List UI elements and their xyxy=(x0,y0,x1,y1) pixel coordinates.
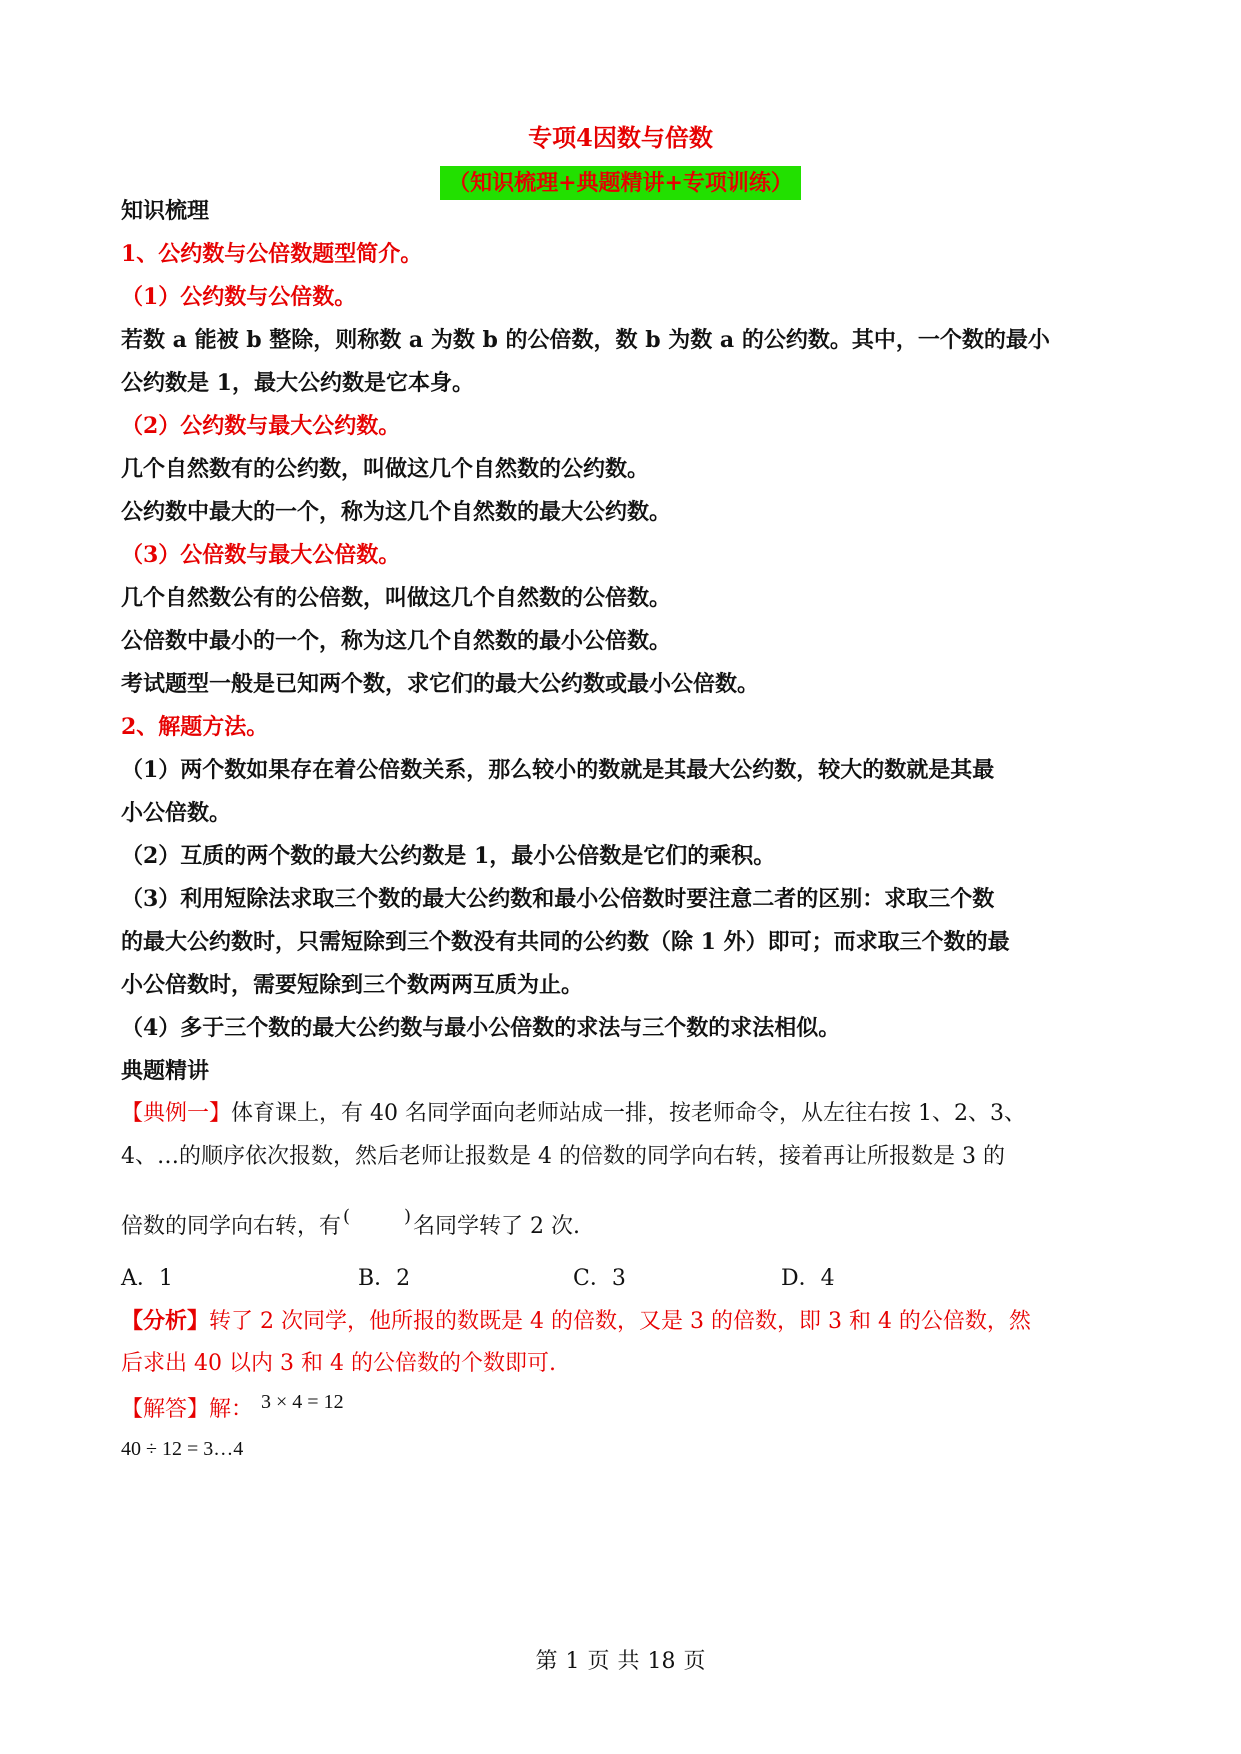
answer-tag: 【解答】 xyxy=(121,1397,210,1422)
method-2: （2）互质的两个数的最大公约数是 1，最小公倍数是它们的乘积。 xyxy=(121,843,776,869)
section-1-3-text-line1: 几个自然数公有的公倍数，叫做这几个自然数的公倍数。 xyxy=(121,585,672,611)
example-1-text-line2: 4、…的顺序依次报数，然后老师让报数是 4 的倍数的同学向右转，接着再让所报数是 3 的 xyxy=(121,1144,1005,1169)
analysis-line1 xyxy=(121,1306,1131,1337)
section-1-2-title: （2）公约数与最大公约数。 xyxy=(121,413,401,439)
option-b: B．2 xyxy=(358,1266,411,1291)
method-4: （4）多于三个数的最大公约数与最小公倍数的求法与三个数的求法相似。 xyxy=(121,1015,841,1041)
method-1-line2: 小公倍数。 xyxy=(121,800,232,826)
blank-right-paren: ) xyxy=(403,1206,412,1227)
footer-total-label: 共 xyxy=(617,1649,640,1674)
method-3-line2: 的最大公约数时，只需短除到三个数没有共同的公约数（除 1 外）即可；而求取三个数的最 xyxy=(121,929,1010,955)
method-3-line1: （3）利用短除法求取三个数的最大公约数和最小公倍数时要注意二者的区别：求取三个数 xyxy=(121,886,995,912)
example-1-text-line3a: 倍数的同学向右转，有 xyxy=(121,1214,342,1239)
page-footer xyxy=(0,1644,1241,1675)
answer-equation-1: 3 × 4 = 12 xyxy=(261,1391,344,1413)
examples-heading: 典题精讲 xyxy=(121,1058,210,1084)
option-c: C．3 xyxy=(573,1266,626,1291)
section-1-1-text-line2: 公约数是 1，最大公约数是它本身。 xyxy=(121,370,474,396)
section-1-1-text-line1: 若数 a 能被 b 整除，则称数 a 为数 b 的公倍数，数 b 为数 a 的公约数。其中，一个数的最小 xyxy=(121,327,1050,353)
option-d: D．4 xyxy=(781,1266,835,1291)
example-1-line1 xyxy=(121,1099,1131,1129)
footer-total-unit: 页 xyxy=(683,1649,706,1674)
example-1-line3 xyxy=(121,1206,1131,1242)
footer-page-number: 1 xyxy=(565,1649,580,1674)
section-1-3-text-line3: 考试题型一般是已知两个数，求它们的最大公约数或最小公倍数。 xyxy=(121,671,760,697)
answer-equation-2: 40 ÷ 12 = 3…4 xyxy=(121,1438,244,1460)
section-1-1-title: （1）公约数与公倍数。 xyxy=(121,284,357,310)
section-1-2-text-line2: 公约数中最大的一个，称为这几个自然数的最大公约数。 xyxy=(121,499,672,525)
section-1-2-text-line1: 几个自然数有的公约数，叫做这几个自然数的公约数。 xyxy=(121,456,650,482)
example-1-text-line3b: 名同学转了 2 次. xyxy=(413,1214,580,1239)
section-2-title: 2、解题方法。 xyxy=(121,714,269,740)
answer-blank xyxy=(341,1206,413,1242)
option-a: A．1 xyxy=(121,1266,173,1291)
footer-page-label: 第 xyxy=(535,1649,558,1674)
answer-lead: 解： xyxy=(209,1397,254,1422)
example-1-text-line1: 体育课上，有 40 名同学面向老师站成一排，按老师命令，从左往右按 1、2、3、 xyxy=(231,1101,1026,1126)
subtitle-container xyxy=(0,166,1241,200)
page-title: 专项4因数与倍数 xyxy=(528,123,713,152)
answer-line xyxy=(121,1391,1131,1425)
footer-total-pages: 18 xyxy=(647,1649,676,1674)
analysis-text-line1: 转了 2 次同学，他所报的数既是 4 的倍数，又是 3 的倍数，即 3 和 4 的公倍数，然 xyxy=(209,1309,1031,1334)
method-1-line1: （1）两个数如果存在着公倍数关系，那么较小的数就是其最大公约数，较大的数就是其最 xyxy=(121,757,995,783)
analysis-tag: 【分析】 xyxy=(121,1308,210,1334)
section-1-3-title: （3）公倍数与最大公倍数。 xyxy=(121,542,401,568)
section-1-3-text-line2: 公倍数中最小的一个，称为这几个自然数的最小公倍数。 xyxy=(121,628,672,654)
blank-left-paren: ( xyxy=(343,1206,351,1227)
analysis-text-line2: 后求出 40 以内 3 和 4 的公倍数的个数即可. xyxy=(121,1351,556,1376)
footer-page-unit: 页 xyxy=(587,1649,610,1674)
knowledge-heading: 知识梳理 xyxy=(121,198,210,224)
page-subtitle: （知识梳理+典题精讲+专项训练） xyxy=(440,166,801,200)
example-1-tag: 【典例一】 xyxy=(121,1101,232,1126)
method-3-line3: 小公倍数时，需要短除到三个数两两互质为止。 xyxy=(121,972,584,998)
section-1-title: 1、公约数与公倍数题型简介。 xyxy=(121,241,423,267)
